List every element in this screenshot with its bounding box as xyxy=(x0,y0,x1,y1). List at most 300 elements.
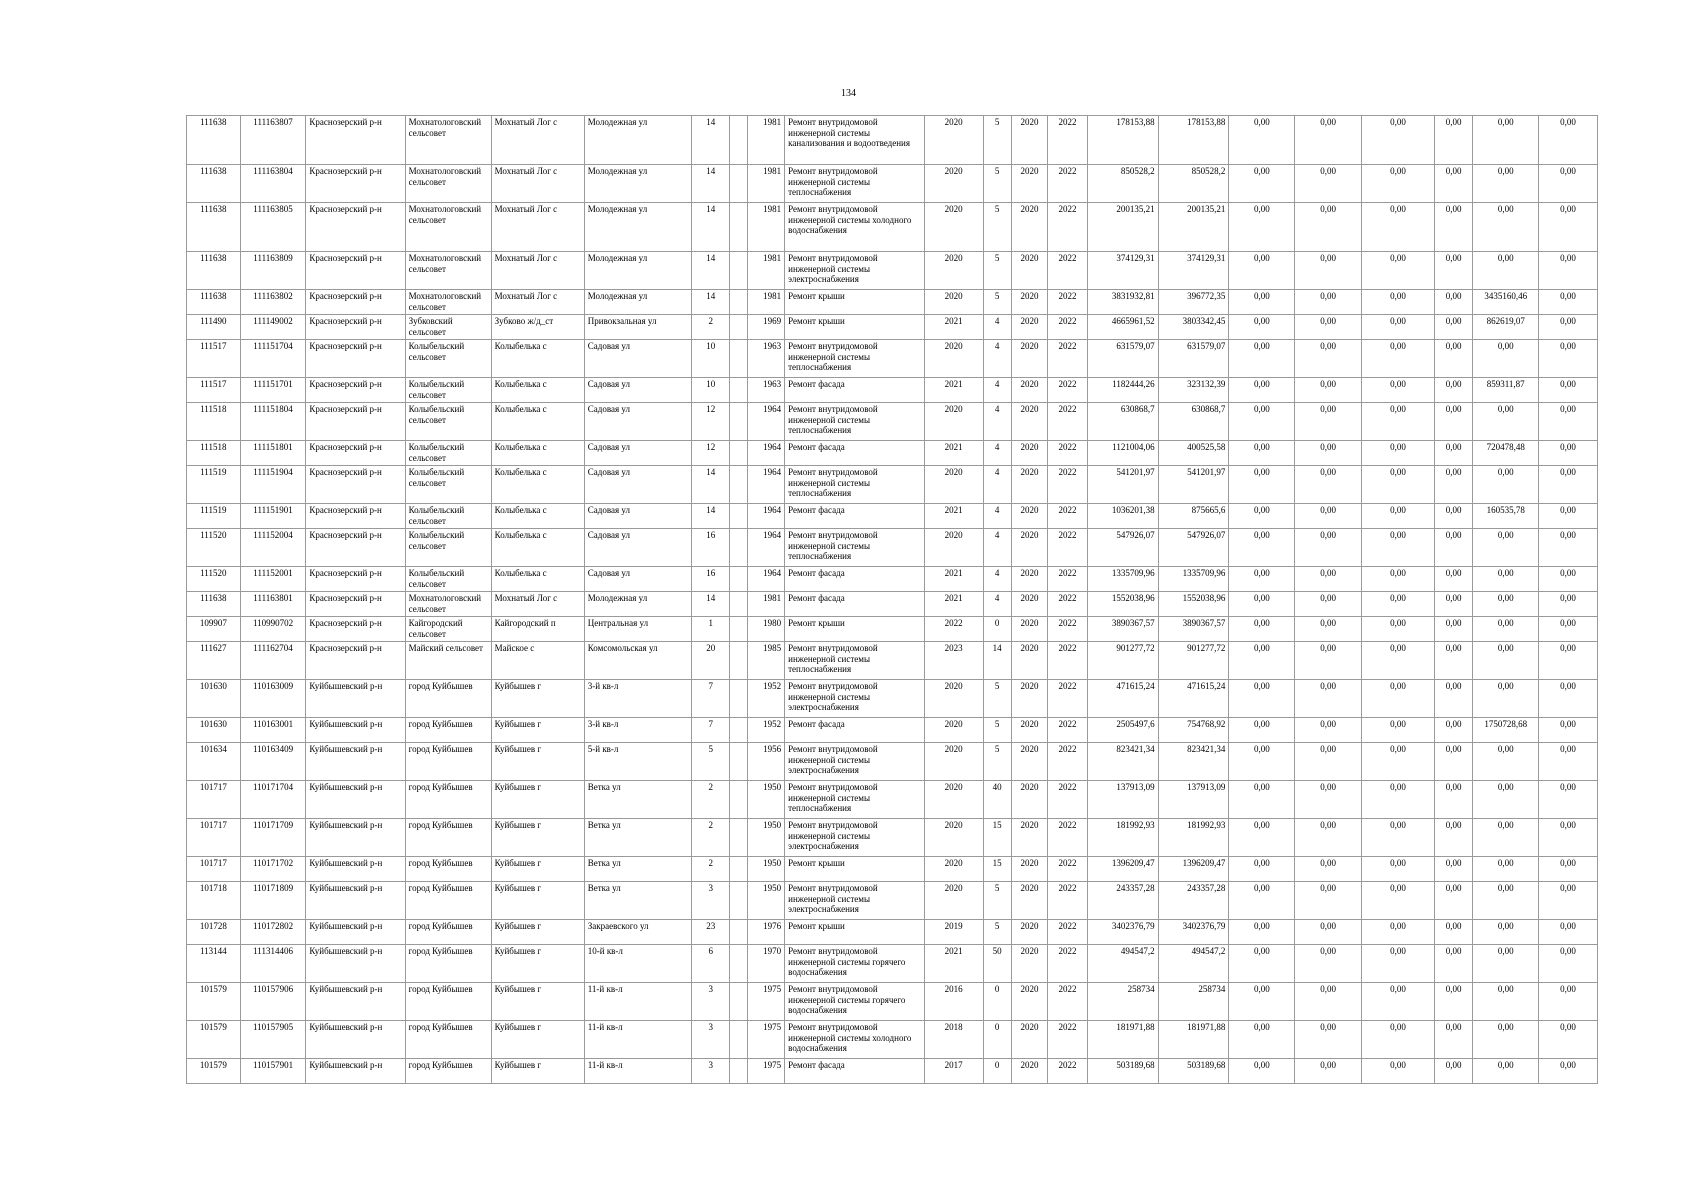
cell-fund-balance: 0,00 xyxy=(1473,617,1539,642)
cell-street: Молодежная ул xyxy=(584,116,691,165)
cell-house-id: 101579 xyxy=(187,1021,241,1059)
cell-house-id: 101630 xyxy=(187,718,241,743)
cell-street: 11-й кв-л xyxy=(584,983,691,1021)
cell-total-cost: 2505497,6 xyxy=(1087,718,1158,743)
cell-work-type: Ремонт крыши xyxy=(785,617,925,642)
cell-building xyxy=(730,920,747,945)
cell-total-cost: 1182444,26 xyxy=(1087,378,1158,403)
cell-other-funds: 0,00 xyxy=(1434,252,1472,290)
cell-year-built: 1976 xyxy=(747,920,784,945)
cell-wear-percent: 5 xyxy=(983,252,1011,290)
cell-federal-funds: 0,00 xyxy=(1229,466,1295,504)
cell-federal-funds: 0,00 xyxy=(1229,340,1295,378)
cell-regional-funds: 0,00 xyxy=(1295,504,1362,529)
cell-owners-funds: 243357,28 xyxy=(1158,882,1229,920)
cell-municipality: Мохнатологовский сельсовет xyxy=(405,290,491,315)
cell-plan-year: 2020 xyxy=(924,529,983,567)
cell-settlement: Мохнатый Лог с xyxy=(491,252,584,290)
cell-district: Краснозерский р-н xyxy=(306,252,405,290)
cell-federal-funds: 0,00 xyxy=(1229,441,1295,466)
cell-total-cost: 178153,88 xyxy=(1087,116,1158,165)
cell-regional-funds: 0,00 xyxy=(1295,290,1362,315)
cell-district: Краснозерский р-н xyxy=(306,378,405,403)
cell-owners-funds: 875665,6 xyxy=(1158,504,1229,529)
cell-regional-funds: 0,00 xyxy=(1295,882,1362,920)
cell-work-type: Ремонт фасада xyxy=(785,718,925,743)
cell-building xyxy=(730,116,747,165)
cell-work-id: 111163804 xyxy=(240,165,306,203)
cell-fund-balance: 0,00 xyxy=(1473,680,1539,718)
cell-other-funds: 0,00 xyxy=(1434,466,1472,504)
cell-local-funds: 0,00 xyxy=(1362,567,1435,592)
cell-wear-percent: 4 xyxy=(983,340,1011,378)
cell-work-type: Ремонт внутридомовой инженерной системы холодного водоснабжения xyxy=(785,1021,925,1059)
cell-fund-balance: 0,00 xyxy=(1473,116,1539,165)
cell-wear-percent: 15 xyxy=(983,857,1011,882)
cell-municipality: Майский сельсовет xyxy=(405,642,491,680)
cell-settlement: Куйбышев г xyxy=(491,920,584,945)
cell-year-built: 1964 xyxy=(747,403,784,441)
cell-district: Краснозерский р-н xyxy=(306,504,405,529)
cell-owners-funds: 137913,09 xyxy=(1158,781,1229,819)
cell-reserve-funds: 0,00 xyxy=(1539,743,1598,781)
cell-wear-percent: 5 xyxy=(983,203,1011,252)
cell-total-cost: 137913,09 xyxy=(1087,781,1158,819)
cell-other-funds: 0,00 xyxy=(1434,819,1472,857)
cell-house-number: 1 xyxy=(692,617,730,642)
cell-start-year: 2020 xyxy=(1011,680,1047,718)
cell-year-built: 1964 xyxy=(747,466,784,504)
cell-reserve-funds: 0,00 xyxy=(1539,882,1598,920)
cell-municipality: Мохнатологовский сельсовет xyxy=(405,203,491,252)
cell-local-funds: 0,00 xyxy=(1362,920,1435,945)
cell-year-built: 1956 xyxy=(747,743,784,781)
cell-fund-balance: 0,00 xyxy=(1473,781,1539,819)
cell-municipality: город Куйбышев xyxy=(405,983,491,1021)
cell-total-cost: 471615,24 xyxy=(1087,680,1158,718)
cell-building xyxy=(730,642,747,680)
cell-owners-funds: 754768,92 xyxy=(1158,718,1229,743)
cell-start-year: 2020 xyxy=(1011,882,1047,920)
cell-end-year: 2022 xyxy=(1048,857,1087,882)
cell-wear-percent: 50 xyxy=(983,945,1011,983)
cell-work-type: Ремонт внутридомовой инженерной системы электроснабжения xyxy=(785,680,925,718)
cell-year-built: 1985 xyxy=(747,642,784,680)
cell-settlement: Мохнатый Лог с xyxy=(491,165,584,203)
cell-end-year: 2022 xyxy=(1048,403,1087,441)
cell-street: Привокзальная ул xyxy=(584,315,691,340)
cell-district: Куйбышевский р-н xyxy=(306,882,405,920)
cell-reserve-funds: 0,00 xyxy=(1539,1059,1598,1084)
cell-regional-funds: 0,00 xyxy=(1295,203,1362,252)
cell-house-id: 111627 xyxy=(187,642,241,680)
cell-work-id: 111149002 xyxy=(240,315,306,340)
cell-settlement: Колыбелька с xyxy=(491,466,584,504)
table-row xyxy=(187,1059,1598,1084)
cell-local-funds: 0,00 xyxy=(1362,165,1435,203)
cell-reserve-funds: 0,00 xyxy=(1539,529,1598,567)
cell-plan-year: 2021 xyxy=(924,378,983,403)
cell-wear-percent: 5 xyxy=(983,290,1011,315)
cell-fund-balance: 0,00 xyxy=(1473,882,1539,920)
cell-settlement: Колыбелька с xyxy=(491,403,584,441)
cell-district: Куйбышевский р-н xyxy=(306,920,405,945)
cell-work-id: 110172802 xyxy=(240,920,306,945)
cell-plan-year: 2021 xyxy=(924,504,983,529)
cell-street: 10-й кв-л xyxy=(584,945,691,983)
table-row xyxy=(187,617,1598,642)
cell-settlement: Колыбелька с xyxy=(491,378,584,403)
cell-owners-funds: 181971,88 xyxy=(1158,1021,1229,1059)
cell-street: Садовая ул xyxy=(584,529,691,567)
cell-district: Куйбышевский р-н xyxy=(306,743,405,781)
cell-work-type: Ремонт фасада xyxy=(785,567,925,592)
cell-other-funds: 0,00 xyxy=(1434,617,1472,642)
cell-house-id: 101630 xyxy=(187,680,241,718)
cell-start-year: 2020 xyxy=(1011,252,1047,290)
cell-plan-year: 2021 xyxy=(924,592,983,617)
cell-total-cost: 503189,68 xyxy=(1087,1059,1158,1084)
cell-house-number: 7 xyxy=(692,680,730,718)
cell-year-built: 1981 xyxy=(747,252,784,290)
cell-regional-funds: 0,00 xyxy=(1295,920,1362,945)
cell-work-id: 111314406 xyxy=(240,945,306,983)
cell-plan-year: 2020 xyxy=(924,718,983,743)
cell-total-cost: 1121004,06 xyxy=(1087,441,1158,466)
cell-local-funds: 0,00 xyxy=(1362,203,1435,252)
cell-total-cost: 1036201,38 xyxy=(1087,504,1158,529)
cell-total-cost: 3402376,79 xyxy=(1087,920,1158,945)
cell-other-funds: 0,00 xyxy=(1434,882,1472,920)
cell-house-id: 111490 xyxy=(187,315,241,340)
cell-wear-percent: 0 xyxy=(983,1059,1011,1084)
cell-wear-percent: 4 xyxy=(983,378,1011,403)
cell-building xyxy=(730,1059,747,1084)
cell-total-cost: 3890367,57 xyxy=(1087,617,1158,642)
cell-regional-funds: 0,00 xyxy=(1295,252,1362,290)
cell-owners-funds: 823421,34 xyxy=(1158,743,1229,781)
cell-municipality: Колыбельский сельсовет xyxy=(405,441,491,466)
cell-end-year: 2022 xyxy=(1048,920,1087,945)
cell-work-id: 111151901 xyxy=(240,504,306,529)
cell-municipality: город Куйбышев xyxy=(405,819,491,857)
cell-local-funds: 0,00 xyxy=(1362,743,1435,781)
cell-district: Куйбышевский р-н xyxy=(306,1059,405,1084)
cell-start-year: 2020 xyxy=(1011,781,1047,819)
cell-owners-funds: 200135,21 xyxy=(1158,203,1229,252)
cell-work-id: 111151804 xyxy=(240,403,306,441)
cell-plan-year: 2018 xyxy=(924,1021,983,1059)
cell-district: Краснозерский р-н xyxy=(306,441,405,466)
cell-plan-year: 2020 xyxy=(924,857,983,882)
cell-street: Комсомольская ул xyxy=(584,642,691,680)
cell-other-funds: 0,00 xyxy=(1434,743,1472,781)
cell-street: 3-й кв-л xyxy=(584,680,691,718)
cell-building xyxy=(730,857,747,882)
cell-house-id: 109907 xyxy=(187,617,241,642)
cell-start-year: 2020 xyxy=(1011,504,1047,529)
cell-federal-funds: 0,00 xyxy=(1229,529,1295,567)
cell-local-funds: 0,00 xyxy=(1362,403,1435,441)
cell-year-built: 1964 xyxy=(747,567,784,592)
cell-settlement: Куйбышев г xyxy=(491,781,584,819)
cell-wear-percent: 5 xyxy=(983,882,1011,920)
cell-end-year: 2022 xyxy=(1048,592,1087,617)
cell-plan-year: 2020 xyxy=(924,203,983,252)
cell-street: 11-й кв-л xyxy=(584,1021,691,1059)
cell-house-id: 111638 xyxy=(187,592,241,617)
cell-fund-balance: 859311,87 xyxy=(1473,378,1539,403)
cell-settlement: Мохнатый Лог с xyxy=(491,116,584,165)
table-row xyxy=(187,116,1598,165)
cell-start-year: 2020 xyxy=(1011,920,1047,945)
cell-work-id: 111163802 xyxy=(240,290,306,315)
cell-reserve-funds: 0,00 xyxy=(1539,252,1598,290)
cell-house-number: 14 xyxy=(692,504,730,529)
cell-year-built: 1950 xyxy=(747,882,784,920)
cell-municipality: Колыбельский сельсовет xyxy=(405,504,491,529)
cell-other-funds: 0,00 xyxy=(1434,315,1472,340)
cell-end-year: 2022 xyxy=(1048,203,1087,252)
cell-start-year: 2020 xyxy=(1011,315,1047,340)
cell-plan-year: 2020 xyxy=(924,680,983,718)
cell-municipality: город Куйбышев xyxy=(405,680,491,718)
cell-total-cost: 901277,72 xyxy=(1087,642,1158,680)
cell-house-number: 14 xyxy=(692,466,730,504)
cell-house-id: 111638 xyxy=(187,290,241,315)
cell-street: Садовая ул xyxy=(584,466,691,504)
cell-work-type: Ремонт внутридомовой инженерной системы теплоснабжения xyxy=(785,642,925,680)
cell-wear-percent: 4 xyxy=(983,315,1011,340)
cell-regional-funds: 0,00 xyxy=(1295,378,1362,403)
cell-wear-percent: 4 xyxy=(983,403,1011,441)
cell-municipality: город Куйбышев xyxy=(405,920,491,945)
cell-district: Краснозерский р-н xyxy=(306,466,405,504)
cell-local-funds: 0,00 xyxy=(1362,781,1435,819)
cell-wear-percent: 4 xyxy=(983,592,1011,617)
cell-house-id: 111517 xyxy=(187,340,241,378)
cell-regional-funds: 0,00 xyxy=(1295,403,1362,441)
cell-building xyxy=(730,781,747,819)
cell-work-type: Ремонт внутридомовой инженерной системы теплоснабжения xyxy=(785,781,925,819)
cell-reserve-funds: 0,00 xyxy=(1539,819,1598,857)
cell-local-funds: 0,00 xyxy=(1362,378,1435,403)
cell-fund-balance: 0,00 xyxy=(1473,642,1539,680)
cell-house-number: 3 xyxy=(692,983,730,1021)
cell-wear-percent: 0 xyxy=(983,983,1011,1021)
cell-work-id: 111151801 xyxy=(240,441,306,466)
cell-local-funds: 0,00 xyxy=(1362,466,1435,504)
cell-regional-funds: 0,00 xyxy=(1295,466,1362,504)
cell-end-year: 2022 xyxy=(1048,680,1087,718)
cell-street: Садовая ул xyxy=(584,441,691,466)
cell-local-funds: 0,00 xyxy=(1362,441,1435,466)
cell-end-year: 2022 xyxy=(1048,743,1087,781)
cell-start-year: 2020 xyxy=(1011,340,1047,378)
cell-fund-balance: 0,00 xyxy=(1473,567,1539,592)
cell-total-cost: 3831932,81 xyxy=(1087,290,1158,315)
cell-work-id: 111151704 xyxy=(240,340,306,378)
cell-building xyxy=(730,743,747,781)
cell-local-funds: 0,00 xyxy=(1362,882,1435,920)
cell-fund-balance: 862619,07 xyxy=(1473,315,1539,340)
cell-end-year: 2022 xyxy=(1048,718,1087,743)
cell-street: Ветка ул xyxy=(584,857,691,882)
cell-total-cost: 1552038,96 xyxy=(1087,592,1158,617)
cell-local-funds: 0,00 xyxy=(1362,857,1435,882)
cell-building xyxy=(730,680,747,718)
cell-regional-funds: 0,00 xyxy=(1295,592,1362,617)
cell-wear-percent: 5 xyxy=(983,718,1011,743)
cell-fund-balance: 0,00 xyxy=(1473,403,1539,441)
table-row xyxy=(187,857,1598,882)
cell-end-year: 2022 xyxy=(1048,290,1087,315)
cell-reserve-funds: 0,00 xyxy=(1539,340,1598,378)
cell-plan-year: 2020 xyxy=(924,781,983,819)
repair-register-table xyxy=(186,115,1598,1084)
cell-house-id: 111520 xyxy=(187,529,241,567)
cell-district: Краснозерский р-н xyxy=(306,340,405,378)
cell-wear-percent: 15 xyxy=(983,819,1011,857)
cell-house-number: 14 xyxy=(692,165,730,203)
table-row xyxy=(187,592,1598,617)
cell-federal-funds: 0,00 xyxy=(1229,378,1295,403)
table-row xyxy=(187,920,1598,945)
cell-end-year: 2022 xyxy=(1048,504,1087,529)
cell-owners-funds: 3803342,45 xyxy=(1158,315,1229,340)
cell-house-number: 3 xyxy=(692,882,730,920)
cell-house-id: 101717 xyxy=(187,819,241,857)
table-row xyxy=(187,466,1598,504)
cell-reserve-funds: 0,00 xyxy=(1539,567,1598,592)
cell-local-funds: 0,00 xyxy=(1362,252,1435,290)
cell-house-number: 12 xyxy=(692,403,730,441)
cell-year-built: 1950 xyxy=(747,819,784,857)
cell-end-year: 2022 xyxy=(1048,945,1087,983)
cell-work-type: Ремонт фасада xyxy=(785,1059,925,1084)
table-row xyxy=(187,165,1598,203)
cell-settlement: Куйбышев г xyxy=(491,983,584,1021)
cell-end-year: 2022 xyxy=(1048,882,1087,920)
cell-street: Ветка ул xyxy=(584,819,691,857)
cell-reserve-funds: 0,00 xyxy=(1539,1021,1598,1059)
cell-reserve-funds: 0,00 xyxy=(1539,642,1598,680)
cell-municipality: Колыбельский сельсовет xyxy=(405,529,491,567)
cell-regional-funds: 0,00 xyxy=(1295,642,1362,680)
cell-municipality: город Куйбышев xyxy=(405,718,491,743)
cell-district: Куйбышевский р-н xyxy=(306,781,405,819)
cell-total-cost: 630868,7 xyxy=(1087,403,1158,441)
cell-building xyxy=(730,592,747,617)
cell-work-id: 110157906 xyxy=(240,983,306,1021)
cell-wear-percent: 4 xyxy=(983,504,1011,529)
cell-work-type: Ремонт крыши xyxy=(785,920,925,945)
cell-start-year: 2020 xyxy=(1011,617,1047,642)
cell-district: Краснозерский р-н xyxy=(306,315,405,340)
cell-federal-funds: 0,00 xyxy=(1229,315,1295,340)
cell-wear-percent: 4 xyxy=(983,529,1011,567)
cell-year-built: 1981 xyxy=(747,290,784,315)
cell-house-number: 3 xyxy=(692,1021,730,1059)
cell-reserve-funds: 0,00 xyxy=(1539,165,1598,203)
cell-district: Куйбышевский р-н xyxy=(306,983,405,1021)
cell-work-type: Ремонт внутридомовой инженерной системы горячего водоснабжения xyxy=(785,983,925,1021)
cell-federal-funds: 0,00 xyxy=(1229,718,1295,743)
cell-building xyxy=(730,718,747,743)
cell-start-year: 2020 xyxy=(1011,592,1047,617)
cell-owners-funds: 541201,97 xyxy=(1158,466,1229,504)
cell-reserve-funds: 0,00 xyxy=(1539,403,1598,441)
cell-plan-year: 2020 xyxy=(924,252,983,290)
cell-settlement: Куйбышев г xyxy=(491,1059,584,1084)
cell-street: Садовая ул xyxy=(584,504,691,529)
cell-federal-funds: 0,00 xyxy=(1229,920,1295,945)
cell-federal-funds: 0,00 xyxy=(1229,116,1295,165)
cell-house-id: 111519 xyxy=(187,504,241,529)
cell-year-built: 1969 xyxy=(747,315,784,340)
cell-plan-year: 2020 xyxy=(924,743,983,781)
cell-settlement: Колыбелька с xyxy=(491,441,584,466)
cell-settlement: Мохнатый Лог с xyxy=(491,592,584,617)
cell-other-funds: 0,00 xyxy=(1434,165,1472,203)
cell-plan-year: 2020 xyxy=(924,290,983,315)
cell-federal-funds: 0,00 xyxy=(1229,1021,1295,1059)
cell-other-funds: 0,00 xyxy=(1434,529,1472,567)
cell-house-number: 14 xyxy=(692,252,730,290)
cell-local-funds: 0,00 xyxy=(1362,680,1435,718)
cell-settlement: Колыбелька с xyxy=(491,567,584,592)
cell-wear-percent: 0 xyxy=(983,617,1011,642)
cell-district: Краснозерский р-н xyxy=(306,116,405,165)
cell-building xyxy=(730,165,747,203)
cell-house-id: 111519 xyxy=(187,466,241,504)
cell-fund-balance: 0,00 xyxy=(1473,857,1539,882)
cell-settlement: Майское с xyxy=(491,642,584,680)
cell-work-type: Ремонт внутридомовой инженерной системы теплоснабжения xyxy=(785,529,925,567)
cell-work-type: Ремонт фасада xyxy=(785,441,925,466)
cell-other-funds: 0,00 xyxy=(1434,781,1472,819)
cell-house-id: 111518 xyxy=(187,441,241,466)
cell-work-type: Ремонт внутридомовой инженерной системы теплоснабжения xyxy=(785,403,925,441)
cell-work-type: Ремонт внутридомовой инженерной системы холодного водоснабжения xyxy=(785,203,925,252)
cell-plan-year: 2022 xyxy=(924,617,983,642)
cell-local-funds: 0,00 xyxy=(1362,592,1435,617)
cell-work-type: Ремонт внутридомовой инженерной системы теплоснабжения xyxy=(785,340,925,378)
cell-plan-year: 2023 xyxy=(924,642,983,680)
cell-start-year: 2020 xyxy=(1011,819,1047,857)
cell-work-id: 111163809 xyxy=(240,252,306,290)
cell-street: Молодежная ул xyxy=(584,592,691,617)
cell-plan-year: 2021 xyxy=(924,441,983,466)
cell-owners-funds: 494547,2 xyxy=(1158,945,1229,983)
cell-year-built: 1963 xyxy=(747,340,784,378)
cell-plan-year: 2020 xyxy=(924,819,983,857)
cell-building xyxy=(730,378,747,403)
cell-owners-funds: 547926,07 xyxy=(1158,529,1229,567)
cell-regional-funds: 0,00 xyxy=(1295,116,1362,165)
cell-house-id: 101718 xyxy=(187,882,241,920)
cell-house-number: 2 xyxy=(692,857,730,882)
cell-regional-funds: 0,00 xyxy=(1295,781,1362,819)
cell-wear-percent: 14 xyxy=(983,642,1011,680)
cell-settlement: Куйбышев г xyxy=(491,718,584,743)
cell-owners-funds: 1396209,47 xyxy=(1158,857,1229,882)
table-row xyxy=(187,315,1598,340)
cell-house-number: 23 xyxy=(692,920,730,945)
cell-work-id: 110157905 xyxy=(240,1021,306,1059)
cell-end-year: 2022 xyxy=(1048,1021,1087,1059)
cell-start-year: 2020 xyxy=(1011,441,1047,466)
